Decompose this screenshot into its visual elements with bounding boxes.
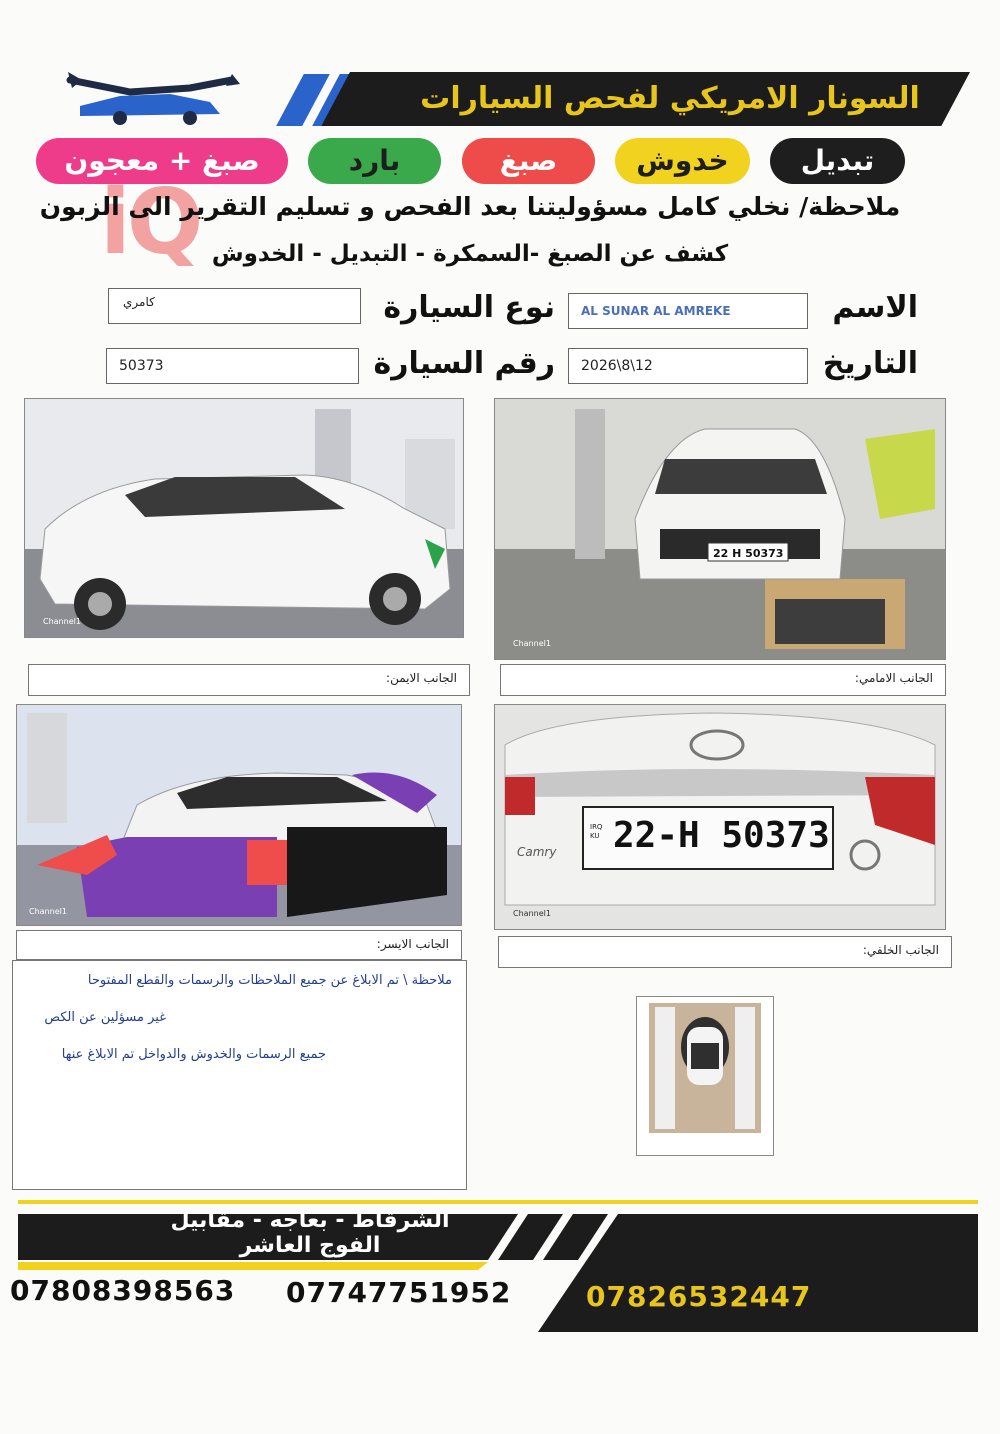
rear-plate-country: IRQ KU <box>590 823 603 840</box>
front-plate: 22 H 50373 <box>713 547 784 560</box>
rear-model-badge: Camry <box>517 845 557 859</box>
right-side-caption: الجانب الايمن: <box>28 664 470 696</box>
tag-replaced: تبديل <box>770 138 905 184</box>
company-title: السونار الامريكي لفحص السيارات <box>420 81 920 116</box>
left-side-caption: الجانب الايسر: <box>16 930 462 960</box>
camera-channel-label: Channel1 <box>43 617 81 626</box>
photo-right-side <box>24 398 464 638</box>
photo-front <box>494 398 946 660</box>
responsibility-note: ملاحظة/ نخلي كامل مسؤوليتنا بعد الفحص و تسليم التقرير الى الزبون <box>39 192 901 221</box>
front-caption: الجانب الامامي: <box>500 664 946 696</box>
photo-top-view <box>636 996 774 1156</box>
rear-plate: 22-H 50373 <box>613 815 830 856</box>
name-label: الاسم <box>832 290 918 325</box>
wrench-car-logo <box>60 66 240 128</box>
phone-number[interactable]: 07826532447 <box>586 1280 812 1313</box>
camera-channel-label: Channel1 <box>513 909 551 918</box>
remark-line: غير مسؤلين عن الكص <box>44 1010 166 1025</box>
photo-rear <box>494 704 946 930</box>
scope-note: كشف عن الصبغ -السمكرة - التبديل - الخدوش <box>211 241 729 267</box>
tag-paint-putty: صبغ + معجون <box>36 138 288 184</box>
watermark-logo: iQ <box>100 170 200 275</box>
rear-caption: الجانب الخلفي: <box>498 936 952 968</box>
tag-paint: صبغ <box>462 138 595 184</box>
name-field: AL SUNAR AL AMREKE <box>568 293 808 329</box>
car-type-label: نوع السيارة <box>383 290 555 325</box>
remark-line: ملاحظة \ تم الابلاغ عن جميع الملاحظات والرسمات والقطع المفتوحا <box>87 973 452 988</box>
address-line: الشرقاط - بعاجه - مقابيل الفوج العاشر <box>170 1208 450 1258</box>
phone-number[interactable]: 07808398563 <box>10 1274 236 1307</box>
car-type-field <box>108 288 361 324</box>
remark-line: جميع الرسمات والخدوش والدواخل تم الابلاغ عنها <box>61 1047 326 1062</box>
tag-cold: بارد <box>308 138 441 184</box>
car-number-label: رقم السيارة <box>373 346 555 381</box>
tag-scratches: خدوش <box>615 138 750 184</box>
car-type-value: كامري <box>123 295 155 309</box>
phone-number[interactable]: 07747751952 <box>286 1276 512 1309</box>
date-label: التاريخ <box>822 346 918 381</box>
car-number-field: 50373 <box>106 348 359 384</box>
remarks-box <box>12 960 467 1190</box>
photo-left-side <box>16 704 462 926</box>
camera-channel-label: Channel1 <box>29 907 67 916</box>
camera-channel-label: Channel1 <box>513 639 551 648</box>
date-field: 2026\8\12 <box>568 348 808 384</box>
